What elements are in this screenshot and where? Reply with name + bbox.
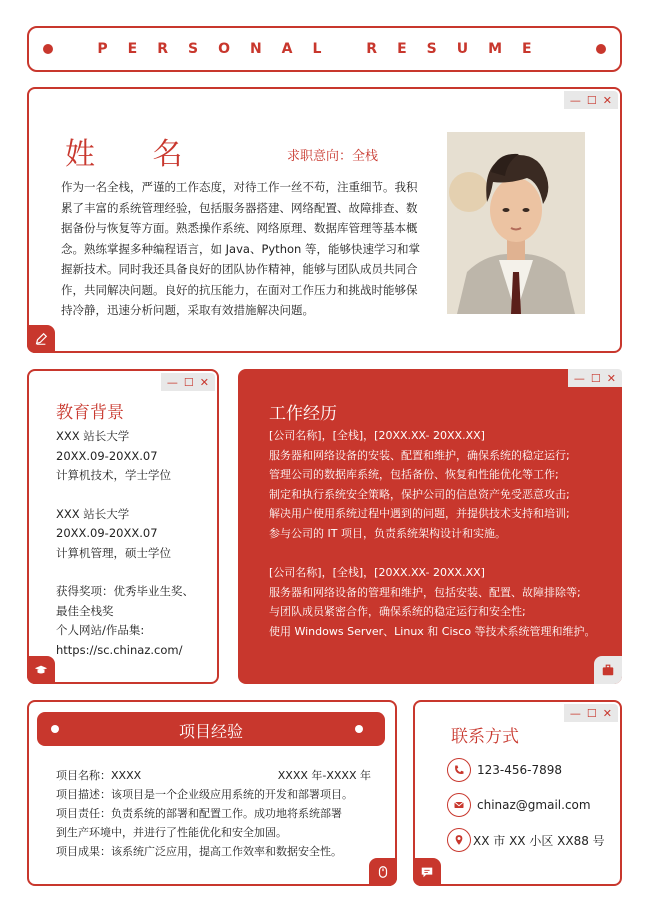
job-line: 管理公司的数据库系统，包括备份、恢复和性能优化等工作; [269, 468, 559, 481]
project-corner[interactable] [369, 858, 397, 886]
edu-school-1: XXX 站长大学 [56, 429, 130, 443]
maximize-icon[interactable]: ☐ [590, 371, 601, 385]
pencil-icon [34, 332, 48, 346]
education-list [56, 427, 194, 660]
project-details [56, 766, 371, 861]
close-icon[interactable]: ✕ [602, 706, 612, 720]
work-job-2 [269, 563, 614, 641]
minimize-icon[interactable]: — [569, 706, 581, 720]
window-controls [161, 373, 215, 391]
job-line: 服务器和网络设备的管理和维护，包括安装、配置、故障排除等; [269, 585, 581, 599]
window-controls [568, 369, 622, 387]
edu-major-1: 计算机技术，学士学位 [56, 468, 171, 482]
location-icon [447, 828, 471, 852]
portrait-illustration [447, 132, 585, 314]
work-title: 工作经历 [269, 404, 337, 424]
project-result: 项目成果：该系统广泛应用，提高工作效率和数据安全性。 [56, 845, 342, 858]
work-job-1 [269, 426, 614, 543]
project-name: 项目名称：XXXX [56, 769, 142, 782]
contact-email-text: chinaz@gmail.com [477, 798, 591, 812]
project-duty-1: 项目责任：负责系统的部署和配置工作。成功地将系统部署 [56, 807, 342, 820]
job-line: 参与公司的 IT 项目，负责系统架构设计和实施。 [269, 526, 506, 540]
contact-phone[interactable] [447, 758, 562, 782]
contact-corner[interactable] [413, 858, 441, 886]
edu-awards-line1: 获得奖项：优秀毕业生奖、 [56, 584, 194, 598]
profile-card [27, 87, 622, 353]
minimize-icon[interactable]: — [569, 93, 581, 107]
profile-summary: 作为一名全栈，严谨的工作态度，对待工作一丝不苟，注重细节。我积累了丰富的系统管理经验，包括服务器搭建、网络配置、故障排查、数据备份与恢复等方面。熟悉操作系统、网络原理、数据库管理等基本概念。熟练掌握多种编程语言，如 Java、Python 等，能够快速学习和掌握新技术。同时我还具备良好的团队协作精神，能够与团队成员共同合作，共同解决问题。良好的抗压能力，在面对工作压力和挑战时能够保持冷静，迅速分析问题，采取有效措施解决问题。 [61, 180, 420, 317]
header-dot-right [596, 44, 606, 54]
project-title: 项目经验 [178, 722, 243, 741]
project-title-bar [37, 712, 385, 746]
project-period: XXXX 年-XXXX 年 [277, 769, 371, 782]
contact-email[interactable] [447, 793, 591, 817]
project-duty-2: 到生产环境中，并进行了性能优化和安全加固。 [56, 826, 287, 839]
edit-corner[interactable] [27, 325, 55, 353]
graduation-cap-icon [34, 663, 48, 677]
education-corner[interactable] [27, 656, 55, 684]
window-controls [564, 91, 618, 109]
mouse-icon [376, 865, 390, 879]
minimize-icon[interactable]: — [573, 371, 585, 385]
education-title: 教育背景 [56, 403, 124, 423]
job-header: [公司名称]，[全栈]，[20XX.XX- 20XX.XX] [269, 429, 485, 442]
profile-photo [447, 132, 585, 314]
contact-title: 联系方式 [451, 727, 519, 747]
contact-address [447, 828, 605, 852]
close-icon[interactable]: ✕ [199, 375, 209, 389]
profile-objective: 求职意向：全栈 [287, 149, 379, 164]
phone-icon [447, 758, 471, 782]
project-card [27, 700, 397, 886]
profile-name: 姓 名 [65, 137, 207, 172]
project-desc: 项目描述：该项目是一个企业级应用系统的开发和部署项目。 [56, 788, 353, 801]
close-icon[interactable]: ✕ [602, 93, 612, 107]
work-corner[interactable] [594, 656, 622, 684]
header-title: PERSONAL RESUME [97, 41, 552, 57]
maximize-icon[interactable]: ☐ [183, 375, 194, 389]
close-icon[interactable]: ✕ [606, 371, 616, 385]
project-dot-right [355, 725, 363, 733]
edu-awards-line2: 最佳全栈奖 [56, 603, 114, 618]
edu-major-2: 计算机管理，硕士学位 [56, 545, 171, 560]
job-line: 制定和执行系统安全策略，保护公司的信息资产免受恶意攻击; [269, 487, 570, 501]
maximize-icon[interactable]: ☐ [586, 93, 597, 107]
job-line: 使用 Windows Server、Linux 和 Cisco 等技术系统管理和维护。 [269, 624, 596, 638]
header-bar [27, 26, 622, 72]
mail-icon [447, 793, 471, 817]
job-line: 与团队成员紧密合作，确保系统的稳定运行和安全性; [269, 605, 526, 618]
edu-school-2: XXX 站长大学 [56, 506, 130, 521]
job-header: [公司名称]，[全栈]，[20XX.XX- 20XX.XX] [269, 566, 485, 579]
work-card [238, 369, 622, 684]
contact-card [413, 700, 622, 886]
contact-phone-text: 123-456-7898 [477, 763, 563, 777]
edu-site-label: 个人网站/作品集: [56, 623, 145, 637]
job-line: 解决用户使用系统过程中遇到的问题，并提供技术支持和培训; [269, 507, 570, 520]
contact-address-text: XX 市 XX 小区 XX88 号 [473, 833, 605, 848]
edu-period-1: 20XX.09-20XX.07 [56, 448, 158, 463]
window-controls [564, 704, 618, 722]
edu-period-2: 20XX.09-20XX.07 [56, 526, 158, 540]
chat-icon [420, 865, 434, 879]
edu-site-url[interactable]: https://sc.chinaz.com/ [56, 642, 183, 657]
briefcase-icon [601, 663, 615, 677]
job-line: 服务器和网络设备的安装、配置和维护，确保系统的稳定运行; [269, 448, 570, 462]
minimize-icon[interactable]: — [166, 375, 178, 389]
maximize-icon[interactable]: ☐ [586, 706, 597, 720]
education-card [27, 369, 219, 684]
